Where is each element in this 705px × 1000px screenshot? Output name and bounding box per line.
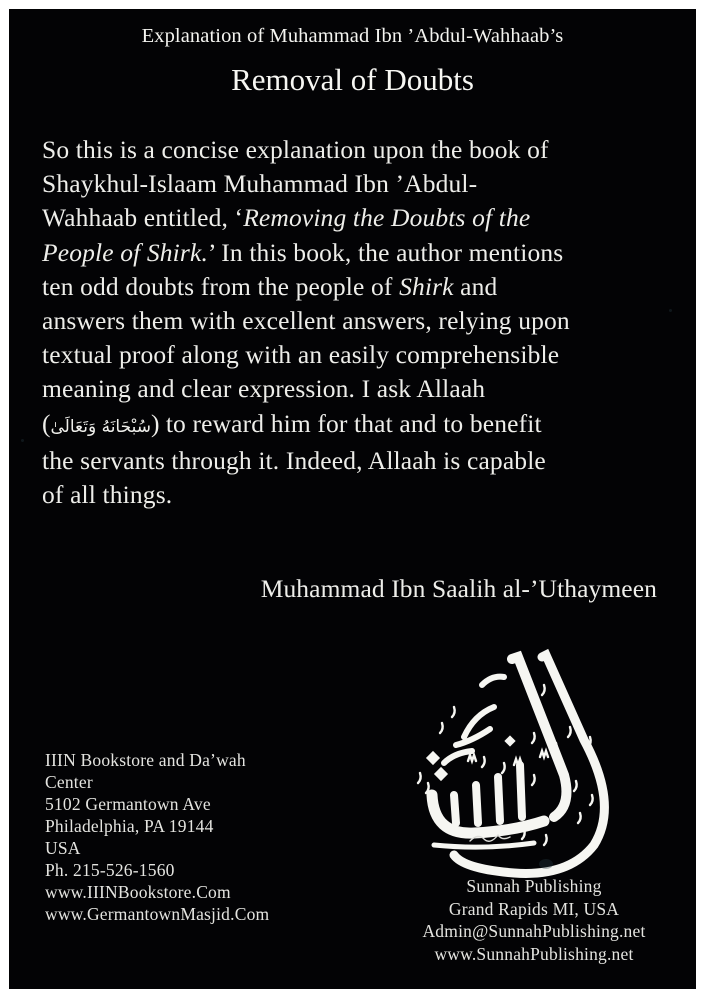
publisher-name: Sunnah Publishing	[466, 876, 602, 896]
text-run: So this is a concise explanation upon the book of	[42, 135, 549, 164]
text-run: (	[42, 408, 51, 438]
book-title: Removal of Doubts	[231, 62, 474, 97]
publisher-block	[375, 875, 693, 965]
distributor-website-1: www.IIINBookstore.Com	[45, 882, 231, 902]
distributor-street: 5102 Germantown Ave	[45, 794, 211, 814]
logo-maktaba-stroke	[444, 677, 504, 763]
text-run: ) to reward him for that and to benefit	[150, 408, 542, 438]
distributor-address-block	[45, 749, 269, 925]
blurb-line	[42, 444, 682, 478]
blurb-line	[42, 167, 682, 201]
blurb-line	[42, 133, 682, 167]
text-run: and	[453, 271, 498, 301]
book-back-cover	[9, 9, 696, 989]
blurb-line	[42, 236, 682, 270]
text-run: the servants through it. Indeed, Allaah is capable	[42, 445, 546, 475]
publisher-website: www.SunnahPublishing.net	[434, 943, 634, 964]
distributor-website-2: www.GermantownMasjid.Com	[45, 904, 270, 924]
distributor-name-line-2: Center	[45, 772, 93, 792]
text-run: Wahhaab entitled, ‘	[42, 203, 244, 233]
distributor-city: Philadelphia, PA 19144	[45, 816, 214, 836]
print-speck	[669, 309, 672, 312]
blurb-line	[42, 478, 682, 512]
publisher-email: Admin@SunnahPublishing.net	[422, 921, 646, 941]
text-run: ’ In this book, the author mentions	[207, 237, 564, 267]
blurb-line	[42, 270, 682, 304]
logo-teeth-stroke	[454, 765, 522, 823]
text-run: answers them with excellent answers, relying upon	[42, 306, 570, 336]
maktabat-as-sunnah-calligraphy-icon	[394, 645, 639, 880]
logo-seen-stroke	[432, 795, 544, 833]
text-run: ten odd doubts from the people of	[42, 271, 400, 301]
book-subtitle: Explanation of Muhammad Ibn ’Abdul-Wahhaab’s	[141, 25, 564, 47]
distributor-phone: Ph. 215-526-1560	[45, 860, 175, 880]
text-run: meaning and clear expression. I ask Allaah	[42, 374, 486, 404]
print-speck	[539, 859, 553, 869]
blurb-line	[42, 201, 682, 235]
logo-lower-swoosh	[434, 843, 534, 847]
text-run: Shaykhul-Islaam Muhammad Ibn ’Abdul-	[42, 169, 478, 199]
author-signature: Muhammad Ibn Saalih al-’Uthaymeen	[260, 574, 657, 603]
print-speck	[21, 439, 24, 442]
text-run: textual proof along with an easily comprehensible	[42, 340, 560, 370]
arabic-honorific: سُبْحَانَهُ وَتَعَالَىٰ	[50, 416, 151, 437]
publisher-location: Grand Rapids MI, USA	[448, 898, 620, 919]
text-run: of all things.	[42, 480, 173, 510]
blurb-paragraph	[42, 133, 682, 512]
blurb-line	[42, 407, 682, 444]
blurb-line	[42, 338, 682, 372]
distributor-name-line-1: IIIN Bookstore and Da’wah	[45, 750, 246, 770]
blurb-line	[42, 304, 682, 338]
distributor-country: USA	[45, 838, 81, 858]
logo-svg	[394, 645, 639, 880]
italic-text-run: Removing the Doubts of the	[243, 203, 531, 233]
italic-text-run: Shirk	[399, 271, 454, 301]
blurb-line	[42, 372, 682, 406]
italic-text-run: People of Shirk.	[42, 237, 208, 267]
